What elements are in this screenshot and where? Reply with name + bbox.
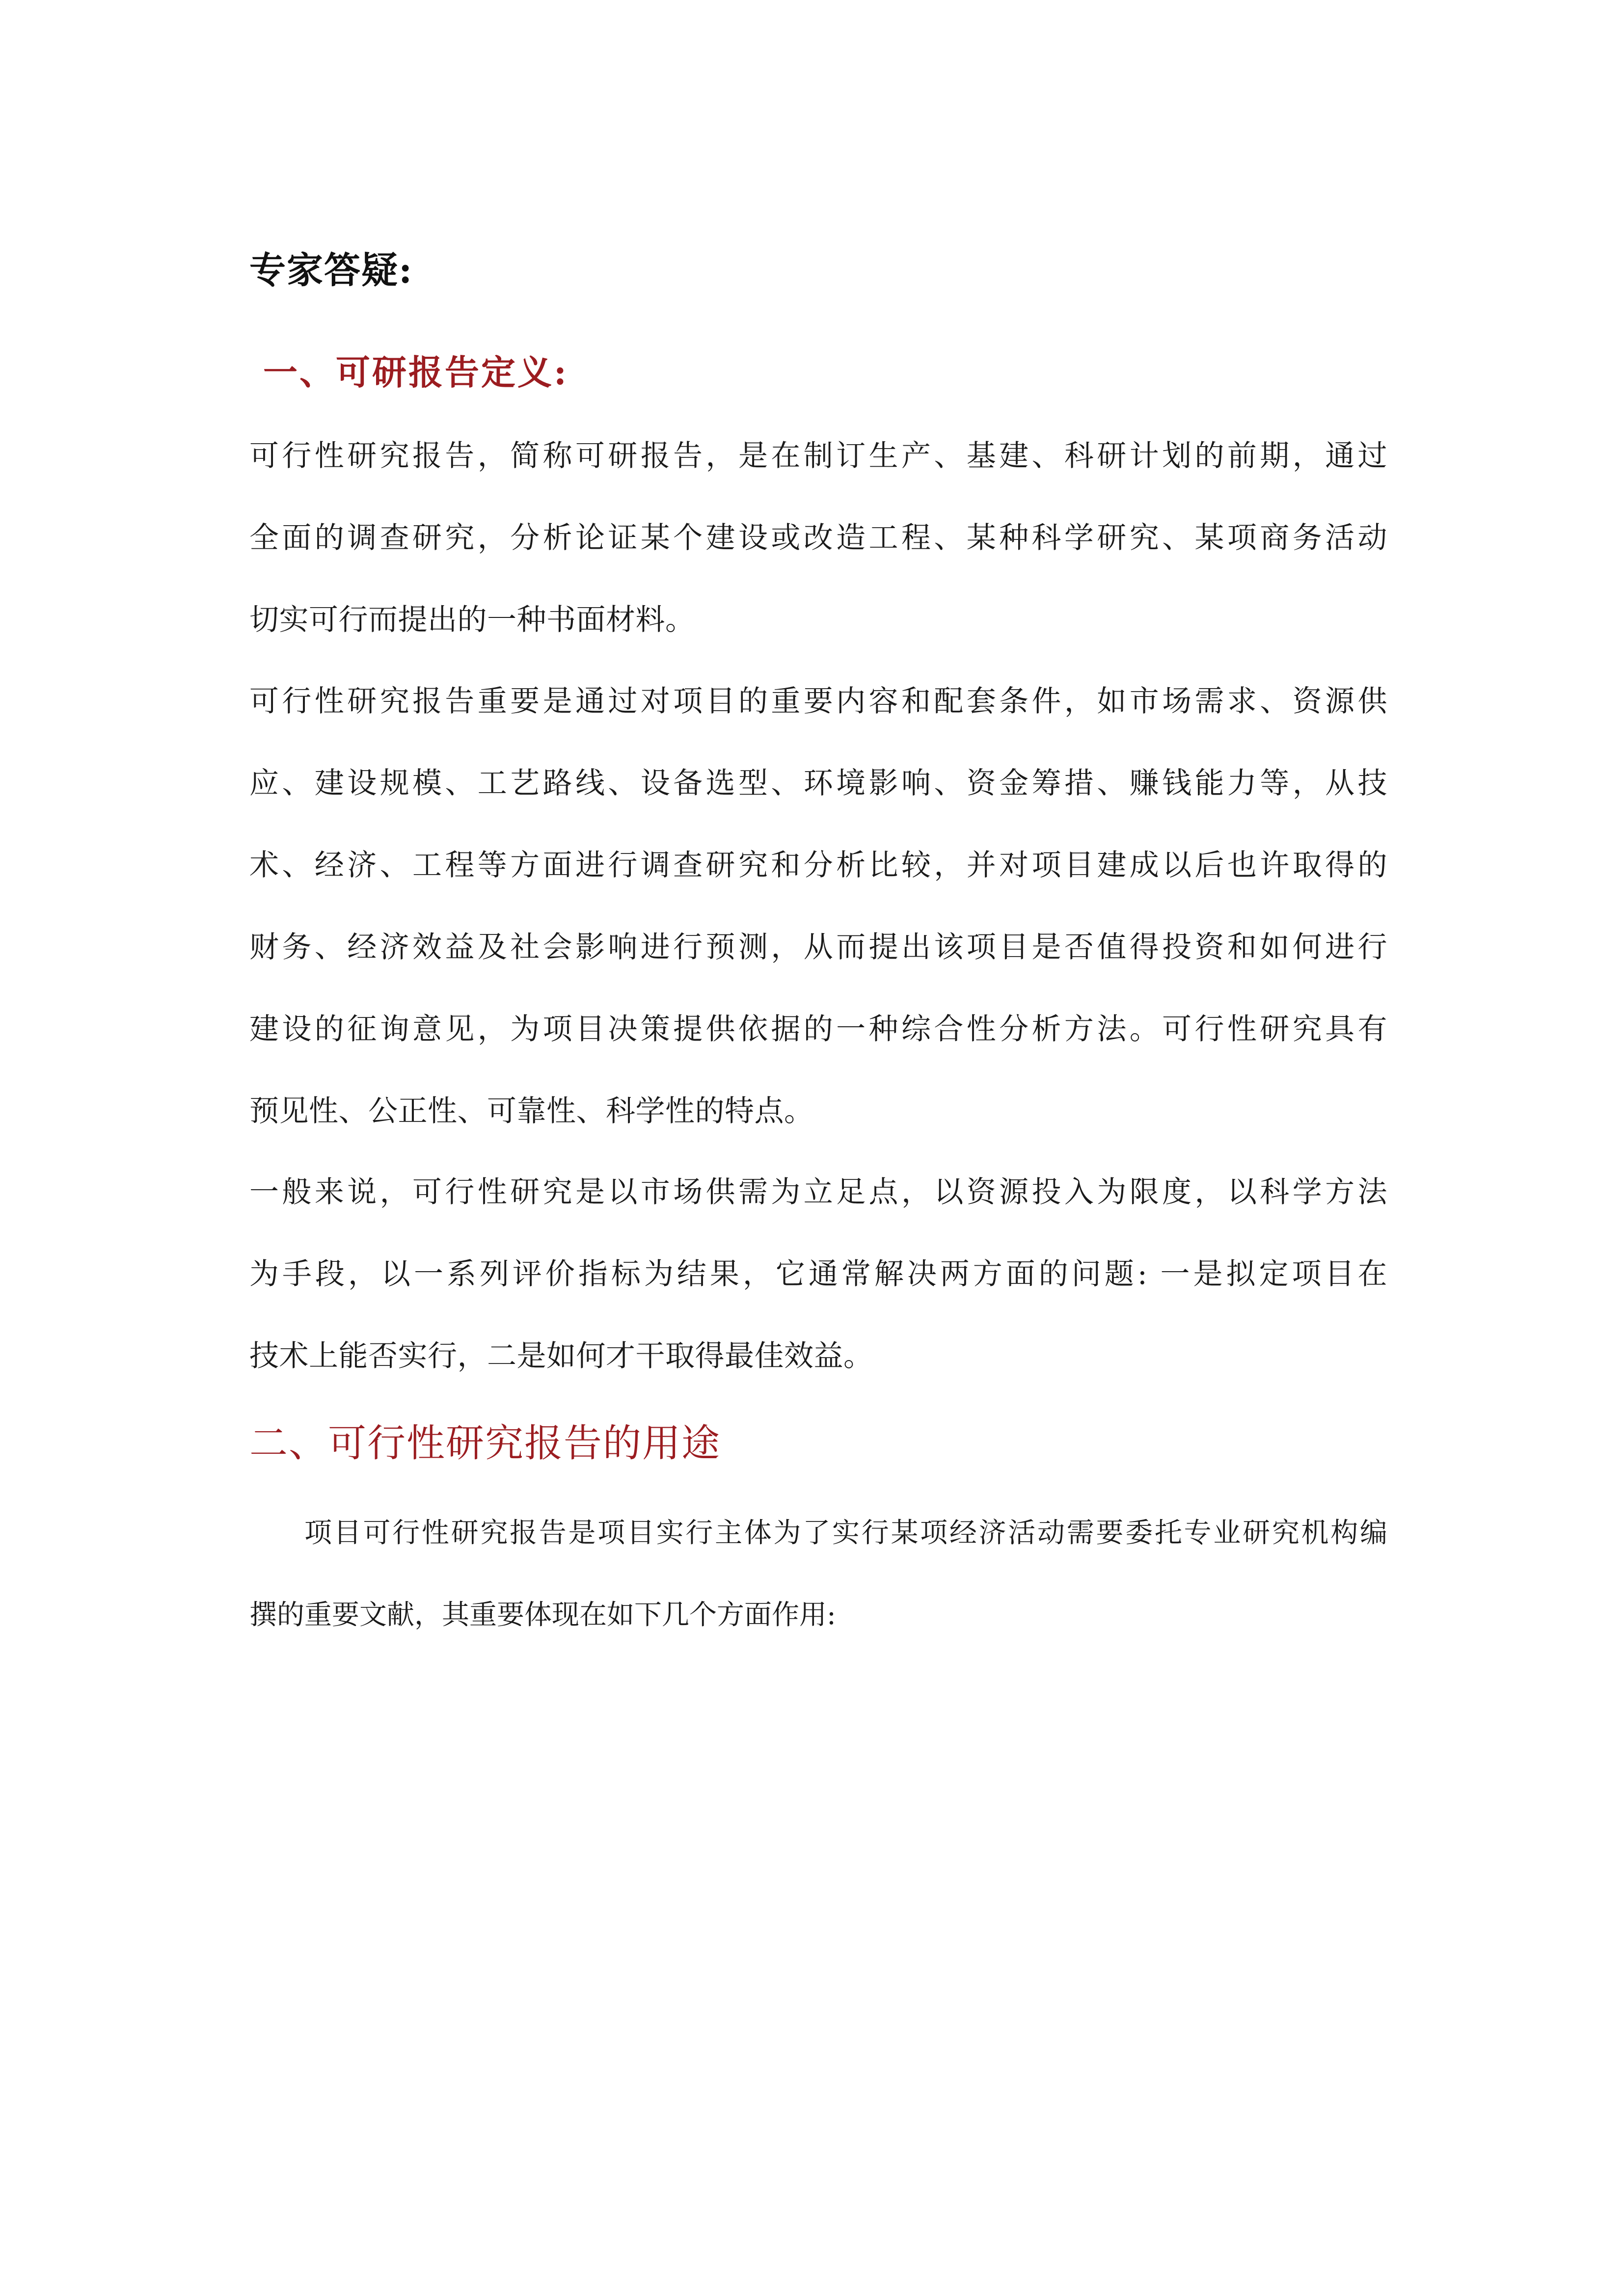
- text-line: 全面的调查研究，分析论证某个建设或改造工程、某种科学研究、某项商务活动: [249, 521, 1387, 555]
- text-line: 可行性研究报告重要是通过对项目的重要内容和配套条件，如市场需求、资源供: [249, 684, 1387, 719]
- text-line: 财务、经济效益及社会影响进行预测，从而提出该项目是否值得投资和如何进行: [249, 930, 1387, 964]
- text-line: 技术上能否实行，二是如何才干取得最佳效益。: [249, 1339, 873, 1373]
- text-line: 预见性、公正性、可靠性、科学性的特点。: [249, 1094, 814, 1128]
- text-line: 术、经济、工程等方面进行调查研究和分析比较，并对项目建成以后也许取得的: [249, 848, 1387, 882]
- section-heading-definition: 一、可研报告定义:: [263, 352, 568, 393]
- text-line: 一般来说，可行性研究是以市场供需为立足点，以资源投入为限度，以科学方法: [249, 1175, 1387, 1209]
- text-line: 撰的重要文献，其重要体现在如下几个方面作用:: [249, 1599, 836, 1631]
- text-line: 切实可行而提出的一种书面材料。: [249, 603, 695, 637]
- section-heading-usage: 二、可行性研究报告的用途: [249, 1421, 721, 1466]
- paragraph-general: [249, 1151, 1387, 1397]
- text-line: 建设的征询意见，为项目决策提供依据的一种综合性分析方法。可行性研究具有: [249, 1012, 1387, 1046]
- paragraph-definition: [249, 415, 1387, 661]
- text-line: 为手段，以一系列评价指标为结果，它通常解决两方面的问题: 一是拟定项目在: [249, 1257, 1387, 1291]
- paragraph-usage: [249, 1492, 1387, 1656]
- text-line: 应、建设规模、工艺路线、设备选型、环境影响、资金筹措、赚钱能力等，从技: [249, 766, 1387, 801]
- text-line: 项目可行性研究报告是项目实行主体为了实行某项经济活动需要委托专业研究机构编: [304, 1517, 1387, 1549]
- text-line: 可行性研究报告，简称可研报告，是在制订生产、基建、科研计划的前期，通过: [249, 439, 1387, 473]
- page-title: 专家答疑:: [249, 249, 413, 292]
- paragraph-content: [249, 661, 1387, 1152]
